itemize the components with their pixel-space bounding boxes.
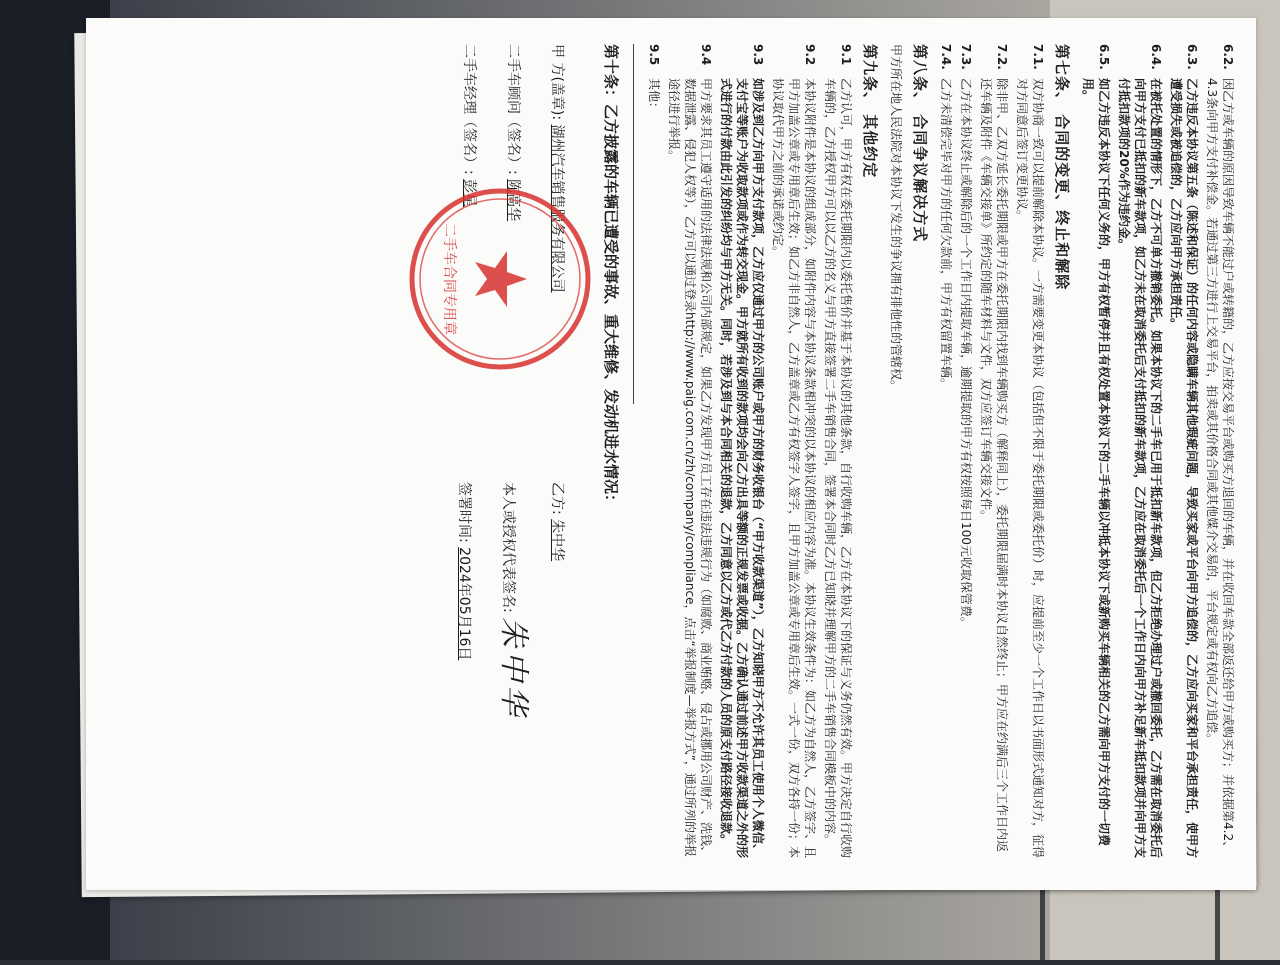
section-8-text: 甲方所在地人民法院对本协议下发生的争议拥有排他性的管辖权。 xyxy=(889,44,903,393)
contract-page xyxy=(86,18,1256,890)
clause-number: 6.3. xyxy=(1185,44,1199,70)
rep-label: 本人或授权代表签名: xyxy=(500,482,516,613)
consultant-name: 陈高华 xyxy=(505,179,521,222)
date-label: 签署时间: xyxy=(456,482,472,543)
clause-9-3 xyxy=(718,44,766,862)
manager-name: 彭星 xyxy=(461,179,477,208)
clause-text: 如乙方违反本协议下任何义务的，甲方有权暂停并且有权处置本协议下的二手车辆以冲抵本协议下或新购买车辆相关的乙方需向甲方支付的一切费用。 xyxy=(1081,78,1111,847)
party-a-label: 甲 方(盖章): xyxy=(549,44,565,121)
clause-6-5 xyxy=(1080,44,1112,862)
clause-text: 乙方认可，甲方有权在委托期限内以委托售价并基于本协议的其他条款，自行收购车辆，乙方在本协议下的保证与义务仍然有效。甲方决定自行收购车辆的，乙方授权甲方可以以乙方的名义与甲方直接签署二手车销售合同，签署本合同时乙方已知晓并理解甲方的二手车销售合同模板中的内容。 xyxy=(823,78,853,859)
section-10-text: 第十条：乙方披露的车辆已遭受的事故、重大维修、发动机进水情况： xyxy=(602,44,620,510)
clause-number: 6.5. xyxy=(1097,44,1111,70)
clause-number: 9.3 xyxy=(751,44,765,66)
clause-7-3 xyxy=(958,44,974,862)
clause-9-1 xyxy=(822,44,854,862)
party-b-label: 乙方: xyxy=(549,482,565,515)
party-b-line xyxy=(549,482,565,862)
clause-number: 7.2. xyxy=(995,44,1009,70)
clause-text: 除非甲、乙双方延长委托期限或甲方在委托期限内找到车辆购买方（解释同上），委托期限届满时本协议自然终止；甲方应在约满后三个工作日内返还车辆及附件《车辆交接单》所约定的随车材料与文件，双方应签订车辆交接文件。 xyxy=(979,78,1009,853)
rep-sign-line xyxy=(496,482,531,862)
clause-number: 7.3. xyxy=(959,44,973,70)
clause-number: 6.2. xyxy=(1221,44,1235,70)
clause-text: 如涉及到乙方向甲方支付款项，乙方应仅通过甲方的公司账户或甲方的财务收银台（“甲方收款渠道”），乙方知晓甲方不允许其员工使用个人微信、支付宝等账户为收取款项或作为转交现金。甲方就所有收到的款项均会向乙方出具等额的正规发票或收据。乙方确认通过前述甲方收款渠道之外的形式进行的付款由此引发的纠纷均与甲方无关。同时，若涉及到与本合同相关的退款，乙方同意以乙方或代乙方付款的人员的原支付路径接收退款。 xyxy=(719,78,765,859)
clause-text: 在被托处置的情形下，乙方不可单方撤销委托。如果本协议下的二手车已用于抵扣新车款项，但乙方拒绝办理过户或撤回委托，乙方需在取消委托后向甲方支付已抵扣的新车款项，如乙方未在取消委托后支付抵扣的新车款项，乙方应在取消委托后一个工作日内向甲方补足新车抵扣款项并向甲方支付抵扣款项的20%作为违约金。 xyxy=(1117,78,1163,859)
page-content xyxy=(116,26,1236,880)
date-value: 2024年05月16日 xyxy=(456,547,472,661)
clause-7-1 xyxy=(1014,44,1046,862)
party-b-name: 朱中华 xyxy=(549,519,565,562)
clause-number: 9.4 xyxy=(699,44,713,66)
clause-text: 乙方未清偿完毕对甲方的任何欠款前，甲方有权留置车辆。 xyxy=(939,78,953,391)
manager-label: 二手车经理（签名）: xyxy=(461,44,477,175)
clause-text: 乙方在本协议终止或解除后的一个工作日内提取车辆，逾期提取的甲方有权按照每日100元收取保管费。 xyxy=(959,78,973,629)
clause-7-4 xyxy=(938,44,954,862)
clause-6-2 xyxy=(1204,44,1236,862)
clause-text: 本协议附件是本协议的组成部分，如附件内容与本协议条款相冲突的以本协议的相应内容为准。本协议生效条件为：如乙方为自然人，乙方签字、且甲方加盖公章或专用章后生效；如乙方非自然人，乙方盖章或乙方有权签字人签字，且甲方加盖公章或专用章后生效。一式一份，双方各持一份；本协议取代甲方之前的承诺或约定。 xyxy=(771,78,817,859)
clause-text: 因乙方或车辆的原因导致车辆不能过户或转籍的，乙方应按交易平台或购买方退回的车辆，并在收回车款全部返还给甲方或购买方；并依据第4.2、4.3条向甲方支付补偿金。若通过第三方进行上交易平台，拍卖或其价格合同或其他媒介交易的，平台规定或有权向乙方追偿。 xyxy=(1205,78,1235,854)
clause-text: 其他： xyxy=(647,78,661,115)
clause-number: 7.4. xyxy=(939,44,953,70)
clause-number: 7.1. xyxy=(1031,44,1045,70)
clause-6-4 xyxy=(1116,44,1164,862)
signature-block xyxy=(428,44,565,862)
clause-9-5 xyxy=(646,44,662,862)
company-seal-stamp xyxy=(405,184,595,374)
section-7-title: 第七条、 合同的变更、终止和解除 xyxy=(1053,44,1071,291)
party-a-name: 湖州汽车销售服务有限公司 xyxy=(549,124,565,293)
section-9-title: 第九条、 其他约定 xyxy=(861,44,879,179)
clause-text: 甲方要求其员工遵守适用的法律法规和公司内部规定，如果乙方发现甲方员工存在违法违规行为（如腐败、商业贿赂、侵占或挪用公司财产、洗钱、数据泄露、侵犯人权等），乙方可以通过登录http://www.paig.com.cn/zh/company/compliance，点击“举报制度—举报方式”，通过所列的举报途径进行举报。 xyxy=(667,78,713,859)
clause-9-2 xyxy=(770,44,818,862)
section-8-title: 第八条、 合同争议解决方式 xyxy=(911,44,929,243)
svg-text:二手车合同专用章: 二手车合同专用章 xyxy=(441,223,457,335)
clause-number: 9.5 xyxy=(647,44,661,66)
clause-number: 9.1 xyxy=(839,44,853,66)
consultant-label: 二手车顾问（签名）: xyxy=(505,44,521,175)
clause-9-4 xyxy=(666,44,714,862)
clause-number: 6.4. xyxy=(1149,44,1163,70)
clause-text: 乙方违反本协议第五条（陈述和保证）的任何内容或隐瞒车辆其他瑕疵问题，导致买家或平台向甲方追偿的，乙方应向买家和平台承担责任，使甲方遭受损失或被追偿的，乙方应向甲方承担责任。 xyxy=(1169,78,1199,859)
clause-text: 双方协商一致可以提前解除本协议。一方需要变更本协议（包括但不限于委托期限或委托价）时，应提前至少一个工作日以书面形式通知对方，征得对方同意后签订变更协议。 xyxy=(1015,78,1045,859)
party-b-signatures xyxy=(428,482,565,862)
date-line xyxy=(456,482,472,862)
other-line xyxy=(633,44,634,404)
party-a-signatures xyxy=(428,44,565,464)
handwritten-signature: 朱中华 xyxy=(496,617,531,720)
clause-number: 9.2 xyxy=(803,44,817,66)
clause-7-2 xyxy=(978,44,1010,862)
clause-6-3 xyxy=(1168,44,1200,862)
